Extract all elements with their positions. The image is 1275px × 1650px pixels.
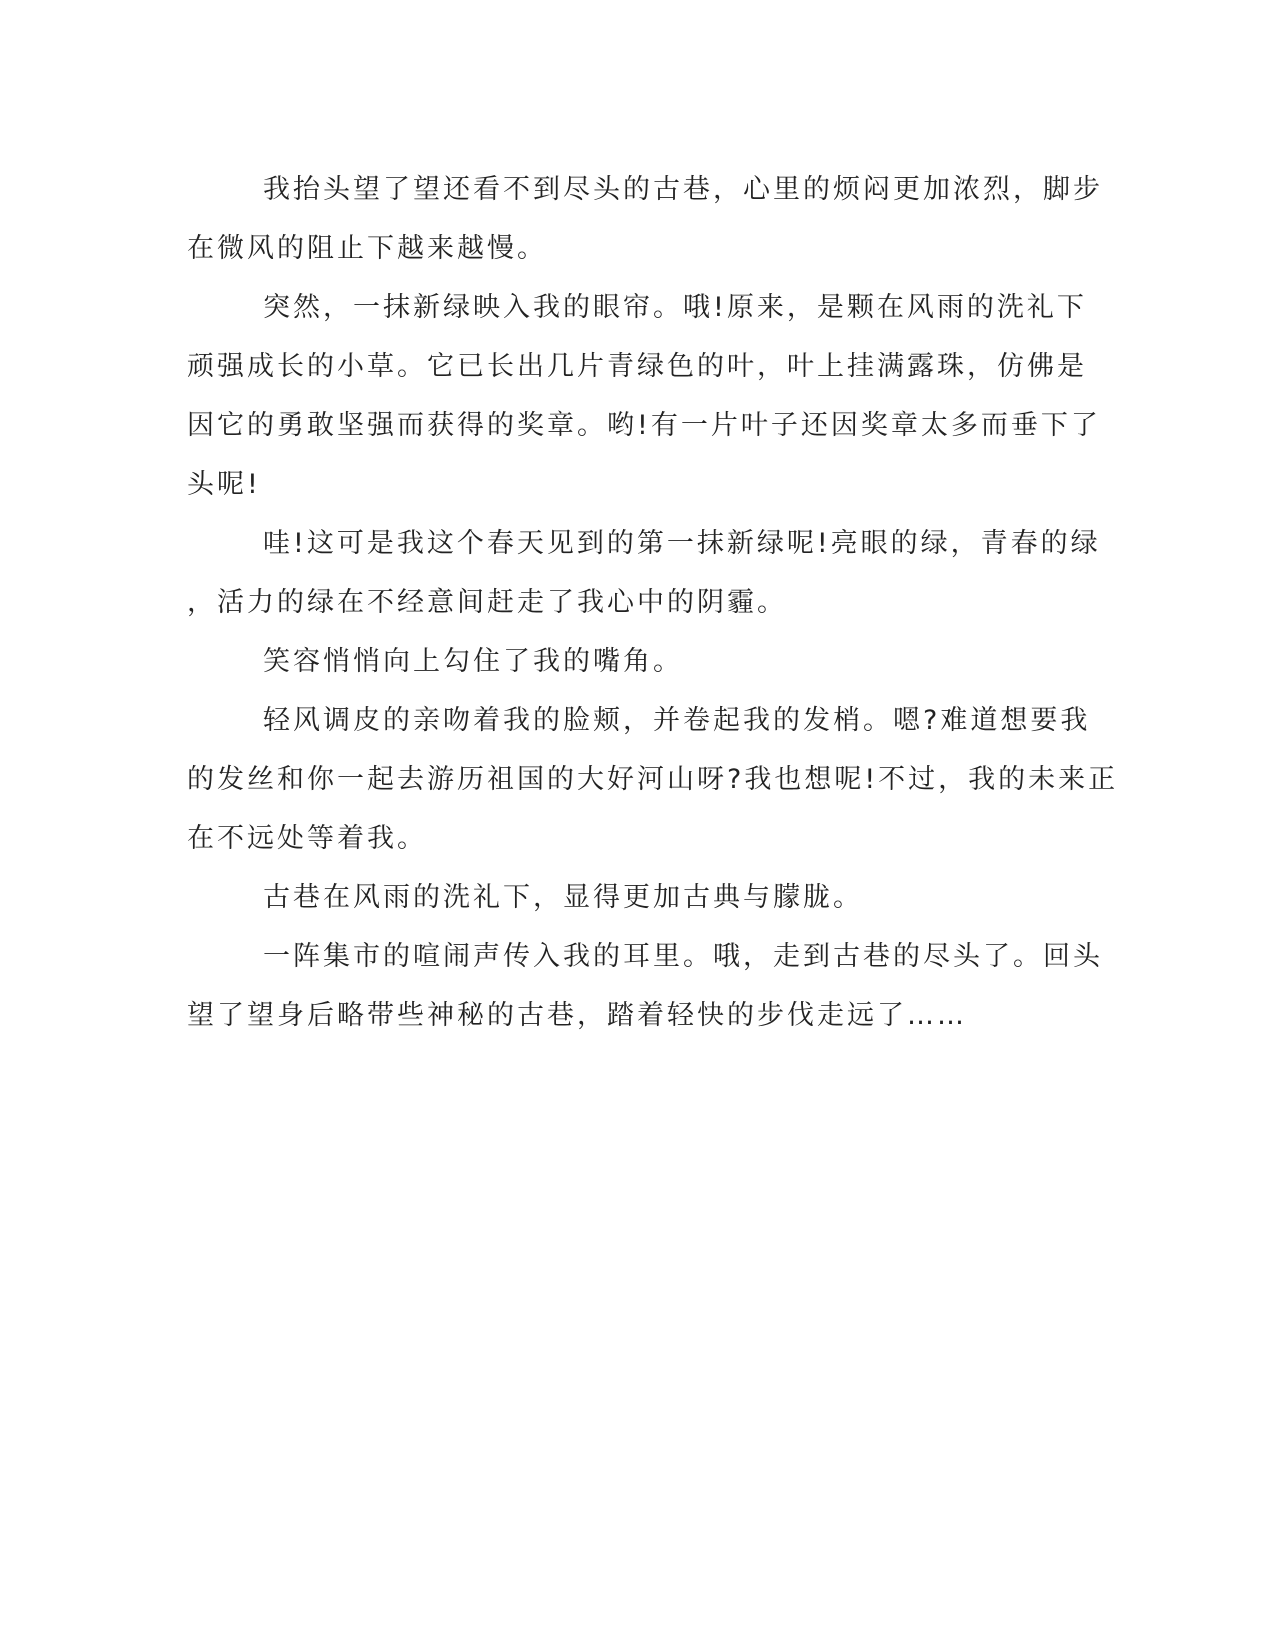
text-line: 我抬头望了望还看不到尽头的古巷，心里的烦闷更加浓烈，脚步 [263,174,1103,205]
text-line: 顽强成长的小草。它已长出几片青绿色的叶，叶上挂满露珠，仿佛是 [187,351,1087,382]
text-line: 的发丝和你一起去游历祖国的大好河山呀?我也想呢!不过，我的未来正 [187,764,1119,795]
text-line: 轻风调皮的亲吻着我的脸颊，并卷起我的发梢。嗯?难道想要我 [263,705,1091,736]
paragraph-3 [187,514,1101,632]
text-line: 突然，一抹新绿映入我的眼帘。哦!原来，是颗在风雨的洗礼下 [263,292,1087,323]
paragraph-6 [187,868,1077,927]
text-line: 望了望身后略带些神秘的古巷，踏着轻快的步伐走远了…… [187,1000,967,1031]
text-line: 一阵集市的喧闹声传入我的耳里。哦，走到古巷的尽头了。回头 [263,941,1103,972]
text-line: 在微风的阻止下越来越慢。 [187,233,547,264]
paragraph-5 [187,691,1119,868]
text-line: ，活力的绿在不经意间赶走了我心中的阴霾。 [187,587,787,618]
paragraph-4 [187,632,1077,691]
text-line: 因它的勇敢坚强而获得的奖章。哟!有一片叶子还因奖章太多而垂下了 [187,410,1101,441]
document-body [187,160,1119,1045]
text-line: 在不远处等着我。 [187,823,427,854]
text-line: 头呢! [187,469,261,500]
paragraph-1 [187,160,1103,278]
text-line: 哇!这可是我这个春天见到的第一抹新绿呢!亮眼的绿，青春的绿 [263,528,1101,559]
text-line: 笑容悄悄向上勾住了我的嘴角。 [263,646,683,677]
paragraph-7 [187,927,1103,1045]
text-line: 古巷在风雨的洗礼下，显得更加古典与朦胧。 [263,882,863,913]
paragraph-2 [187,278,1101,514]
